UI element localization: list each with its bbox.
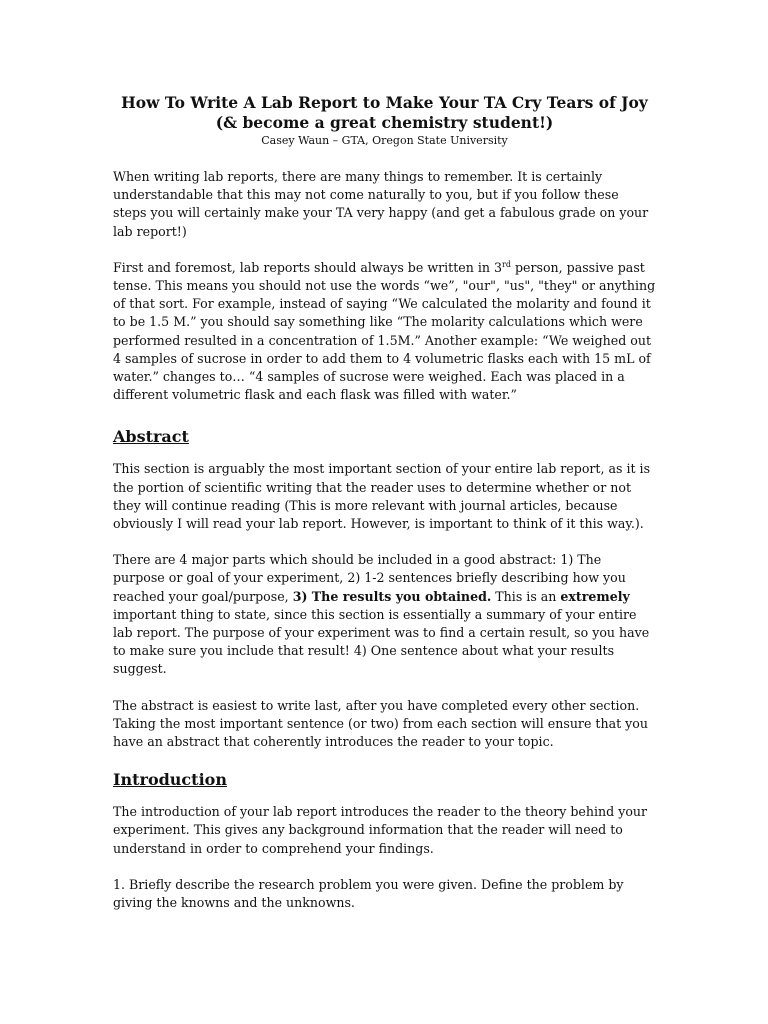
abstract-p2-text-b: This is an [491, 588, 561, 604]
abstract-heading: Abstract [113, 427, 189, 447]
author-line: Casey Waun – GTA, Oregon State University [261, 134, 508, 147]
abstract-p2-bold-results: 3) The results you obtained. [292, 588, 492, 604]
introduction-heading: Introduction [113, 770, 227, 790]
intro-paragraph: When writing lab reports, there are many things to remember. It is certainly understandable that this may not come naturally to you, but if you follow these steps you will certainly make your TA very happy (and get a fabulous grade on your lab report!) [113, 169, 649, 239]
introduction-paragraph-2: 1. Briefly describe the research problem you were given. Define the problem by giving the knowns and the unknowns. [113, 876, 624, 911]
title-block [113, 93, 656, 148]
introduction-paragraph-1: The introduction of your lab report introduces the reader to the theory behind your experiment. This gives any background information that the reader will need to understand in order to comprehend your findings. [113, 804, 648, 856]
abstract-paragraph-3: The abstract is easiest to write last, after you have completed every other section. Taking the most important sentence (or two) from each section will ensure that you have an abstract that coherently introduces the reader to your topic. [113, 697, 648, 750]
person-tense-paragraph [113, 259, 656, 405]
document-subtitle: (& become a great chemistry student!) [215, 113, 554, 132]
abstract-paragraph-1: This section is arguably the most important section of your entire lab report, as it is the portion of scientific writing that the reader uses to determine whether or not they will continue reading (This is more relevant with journal articles, because obviously I will read your lab report. However, is important to think of it this way.). [113, 461, 651, 532]
person-text-part2: person, passive past tense. This means you should not use the words “we”, "our", "us", "they" or anything of that sort. For example, instead of saying “We calculated the molarity and found it to be 1.5 M.” you should say something like “The molarity calculations which were performed resulted in a concentration of 1.5M.” Another example: “We weighed out 4 samples of sucrose in order to add them to 4 volumetric flasks each with 15 mL of water.” changes to… “4 samples of sucrose were weighed. Each was placed in a different volumetric flask and each flask was filled with water.” [113, 259, 656, 403]
document-title: How To Write A Lab Report to Make Your TA Cry Tears of Joy [121, 93, 648, 112]
abstract-p2-text-a: There are 4 major parts which should be included in a good abstract: 1) The purpose or goal of your experiment, 2) 1-2 sentences briefly describing how you reached your goal/purpose, [113, 552, 626, 604]
abstract-p2-bold-extremely: extremely [560, 588, 630, 604]
ordinal-superscript: rd [502, 259, 511, 269]
abstract-paragraph-2 [113, 551, 656, 678]
person-text-part1: First and foremost, lab reports should always be written in 3 [113, 259, 502, 275]
abstract-p2-text-c: important thing to state, since this section is essentially a summary of your entire lab report. The purpose of your experiment was to find a certain result, so you have to make sure you include that result! 4) One sentence about what your results suggest. [113, 606, 650, 677]
